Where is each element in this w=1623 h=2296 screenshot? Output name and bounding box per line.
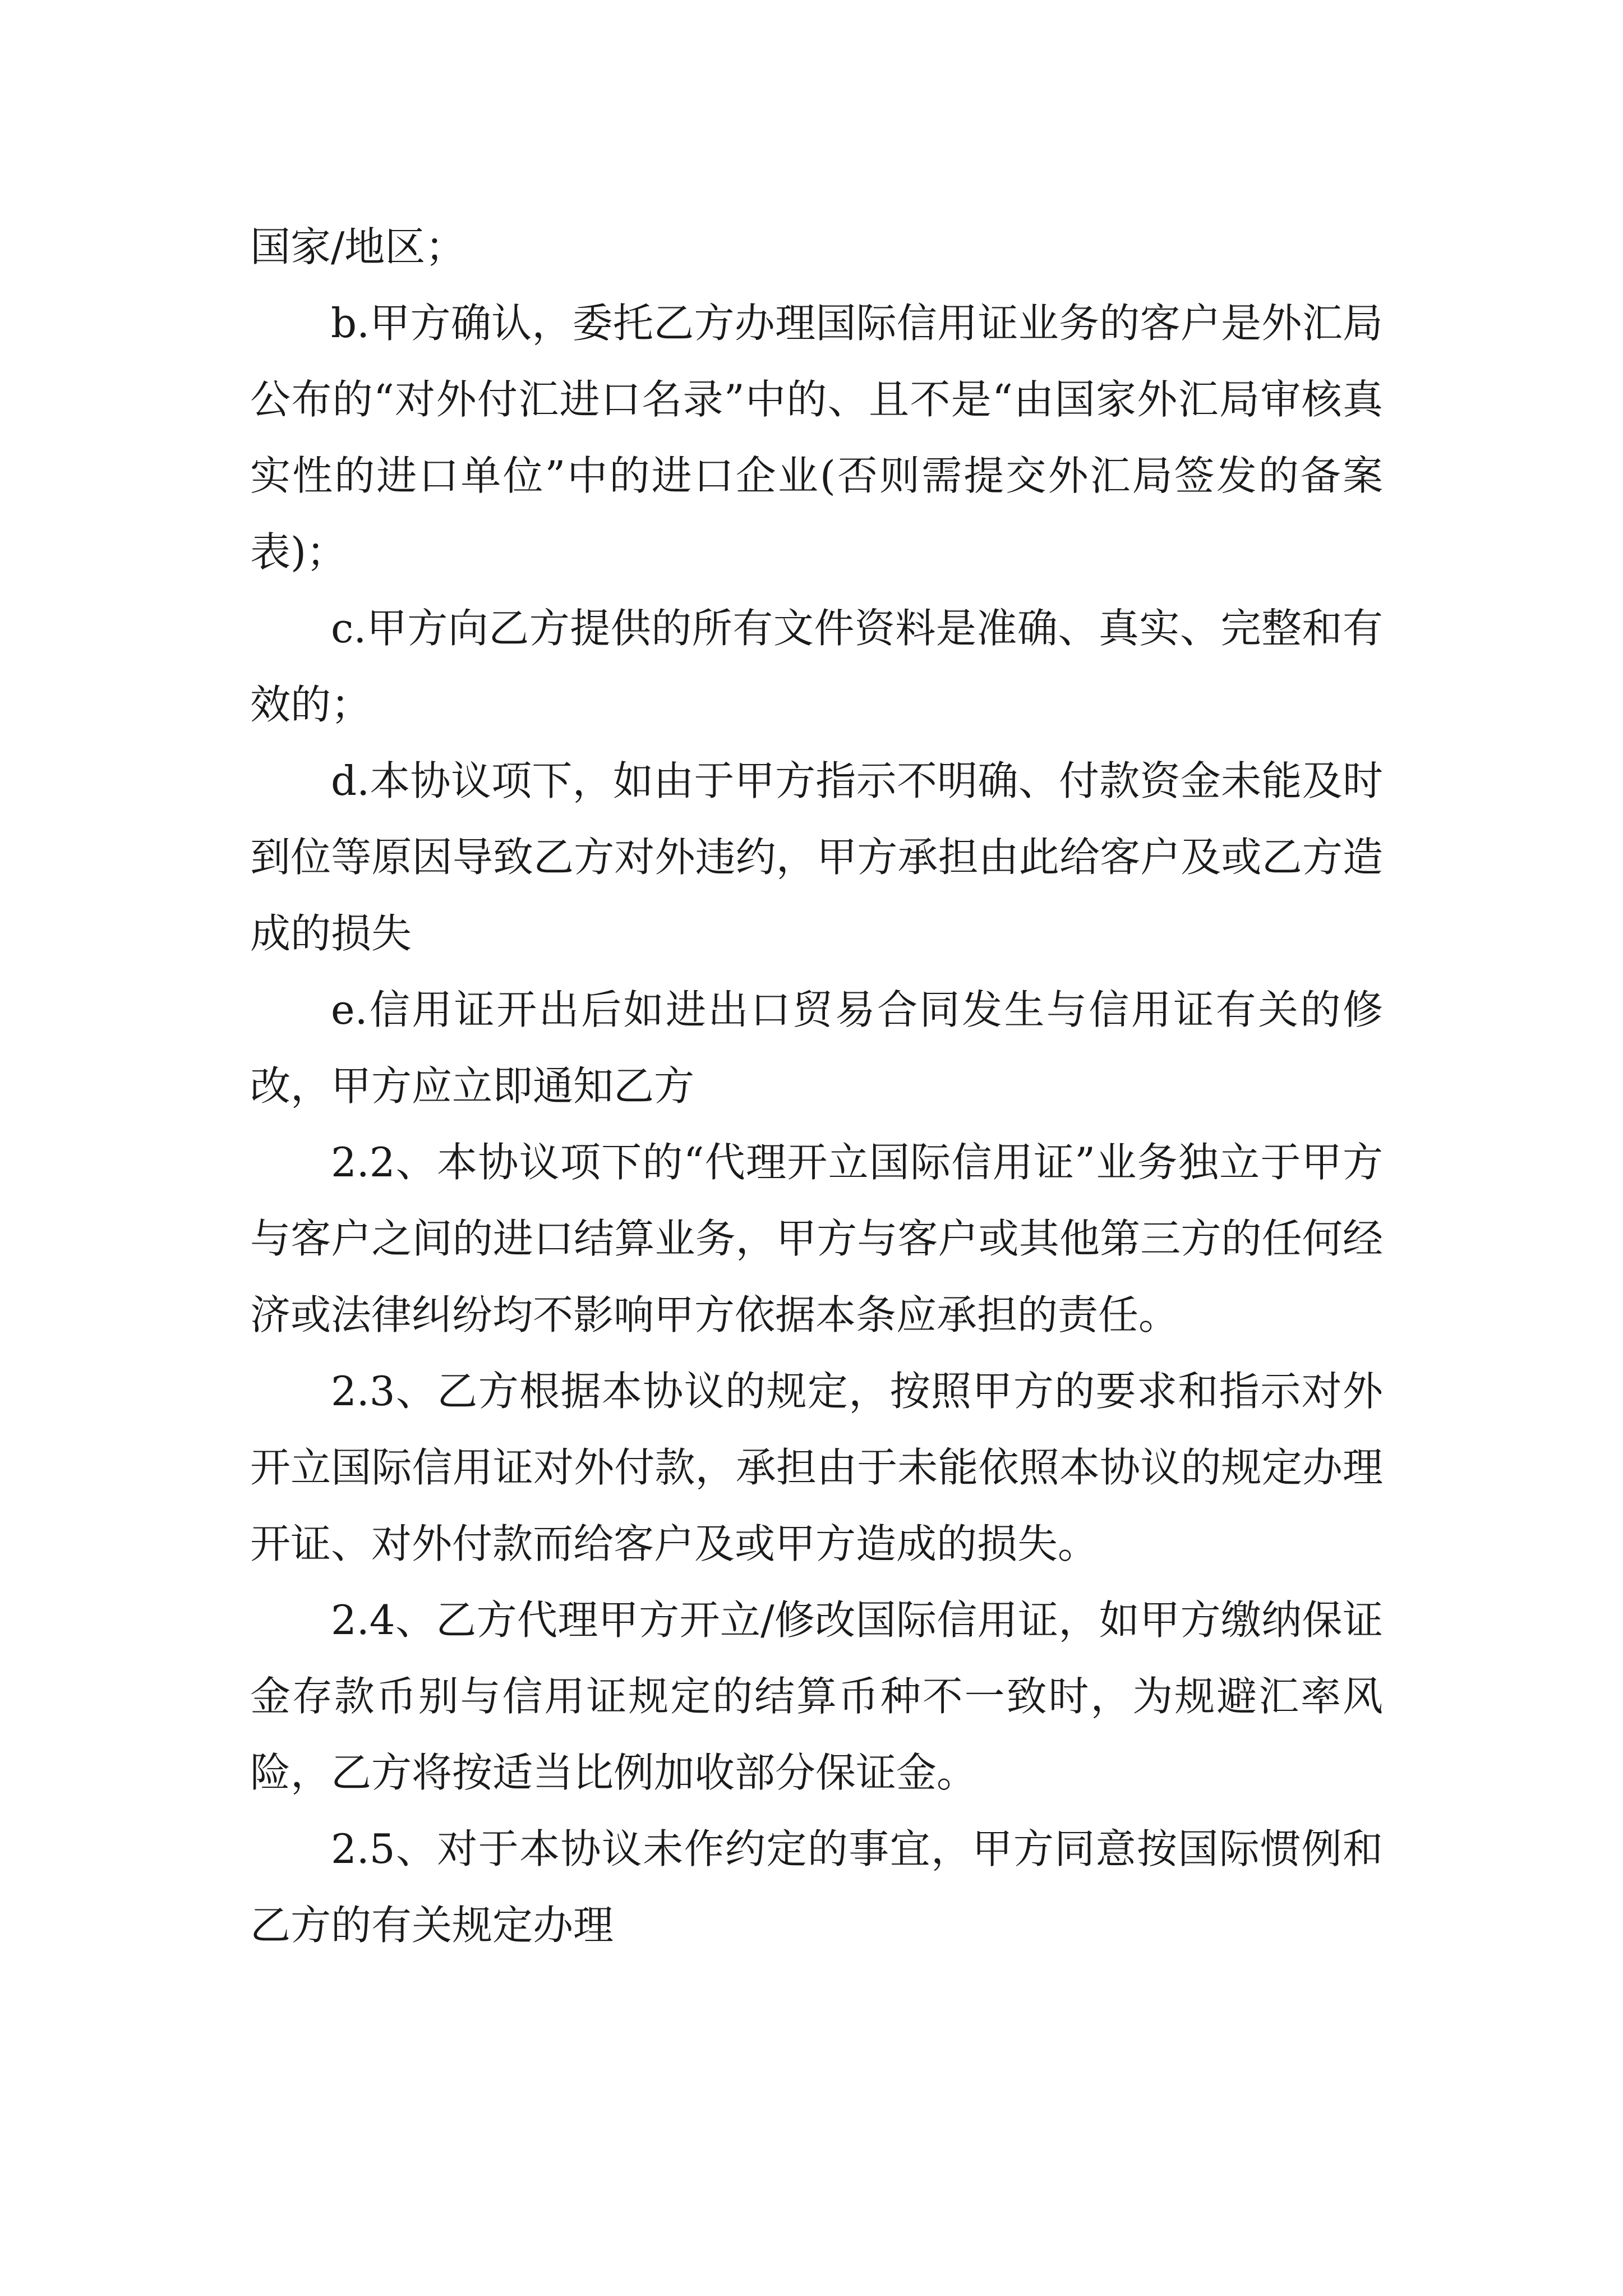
paragraph-clause-2-3: 2.3、乙方根据本协议的规定，按照甲方的要求和指示对外开立国际信用证对外付款，承担由于未能依照本协议的规定办理开证、对外付款而给客户及或甲方造成的损失。 <box>250 1368 1383 1567</box>
document-body <box>250 209 1383 1963</box>
paragraph-clause-2-2: 2.2、本协议项下的“代理开立国际信用证”业务独立于甲方与客户之间的进口结算业务，甲方与客户或其他第三方的任何经济或法律纠纷均不影响甲方依据本条应承担的责任。 <box>250 1139 1383 1338</box>
paragraph-clause-2-4: 2.4、乙方代理甲方开立/修改国际信用证，如甲方缴纳保证金存款币别与信用证规定的结算币种不一致时，为规避汇率风险，乙方将按适当比例加收部分保证金。 <box>250 1596 1383 1796</box>
paragraph-item-b: b.甲方确认，委托乙方办理国际信用证业务的客户是外汇局公布的“对外付汇进口名录”中的、且不是“由国家外汇局审核真实性的进口单位”中的进口企业(否则需提交外汇局签发的备案表)； <box>250 300 1383 576</box>
paragraph-clause-2-5: 2.5、对于本协议未作约定的事宜，甲方同意按国际惯例和乙方的有关规定办理 <box>250 1825 1383 1949</box>
paragraph-item-c: c.甲方向乙方提供的所有文件资料是准确、真实、完整和有效的； <box>250 605 1383 728</box>
paragraph-item-d: d.本协议项下，如由于甲方指示不明确、付款资金未能及时到位等原因导致乙方对外违约，甲方承担由此给客户及或乙方造成的损失 <box>250 757 1383 957</box>
paragraph-country-region: 国家/地区； <box>250 223 466 270</box>
paragraph-item-e: e.信用证开出后如进出口贸易合同发生与信用证有关的修改，甲方应立即通知乙方 <box>250 986 1383 1110</box>
